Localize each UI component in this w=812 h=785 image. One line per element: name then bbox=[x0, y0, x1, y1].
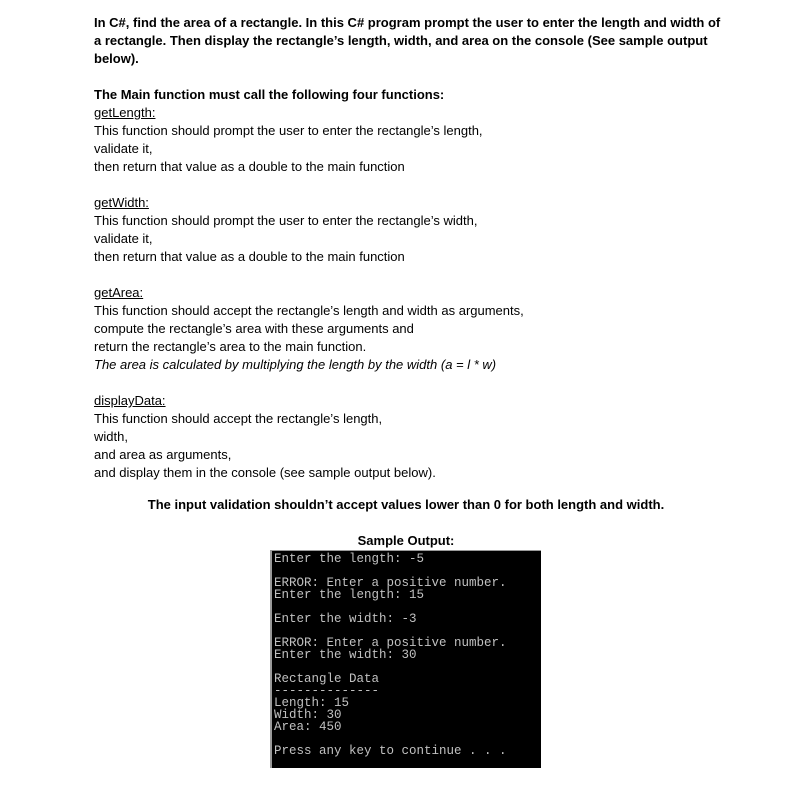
console-line: Enter the width: -3 bbox=[274, 612, 417, 626]
function-desc-line: width, bbox=[94, 429, 128, 444]
function-name: getWidth: bbox=[94, 195, 149, 210]
console-line: Enter the length: 15 bbox=[274, 588, 425, 602]
function-desc-line: This function should accept the rectangle’s length and width as arguments, bbox=[94, 303, 524, 318]
function-getlength bbox=[94, 104, 734, 176]
console-line: Area: 450 bbox=[274, 720, 342, 734]
console-line: Enter the width: 30 bbox=[274, 648, 417, 662]
console-line: Press any key to continue . . . bbox=[274, 744, 507, 758]
function-desc-line: and area as arguments, bbox=[94, 447, 232, 462]
assignment-document bbox=[94, 14, 734, 482]
sample-output-title: Sample Output: bbox=[357, 533, 455, 548]
area-formula-note: The area is calculated by multiplying the length by the width (a = l * w) bbox=[94, 357, 497, 372]
console-line: Length: 15 bbox=[274, 696, 350, 710]
validation-note: The input validation shouldn’t accept values lower than 0 for both length and width. bbox=[147, 497, 665, 512]
function-desc-line: and display them in the console (see sample output below). bbox=[94, 465, 436, 480]
function-displaydata bbox=[94, 392, 734, 482]
main-heading: The Main function must call the following four functions: bbox=[94, 87, 445, 102]
console-window bbox=[270, 550, 541, 768]
intro-paragraph: In C#, find the area of a rectangle. In this C# program prompt the user to enter the length and width of a rectangle. Then display the rectangle’s length, width, and area on the console (See sample output below). bbox=[94, 15, 721, 66]
function-desc-line: then return that value as a double to the main function bbox=[94, 159, 405, 174]
function-desc-line: compute the rectangle’s area with these arguments and bbox=[94, 321, 414, 336]
console-line: Enter the length: -5 bbox=[274, 552, 425, 566]
console-line: ERROR: Enter a positive number. bbox=[274, 636, 507, 650]
function-desc-line: validate it, bbox=[94, 141, 153, 156]
console-line: Width: 30 bbox=[274, 708, 342, 722]
function-name: getLength: bbox=[94, 105, 156, 120]
console-line: Rectangle Data bbox=[274, 672, 380, 686]
function-desc-line: This function should prompt the user to enter the rectangle’s length, bbox=[94, 123, 483, 138]
function-name: getArea: bbox=[94, 285, 144, 300]
function-desc-line: then return that value as a double to the main function bbox=[94, 249, 405, 264]
function-getwidth bbox=[94, 194, 734, 266]
function-desc-line: return the rectangle’s area to the main function. bbox=[94, 339, 367, 354]
console-line: -------------- bbox=[274, 684, 380, 698]
console-line: ERROR: Enter a positive number. bbox=[274, 576, 507, 590]
function-name: displayData: bbox=[94, 393, 166, 408]
function-desc-line: validate it, bbox=[94, 231, 153, 246]
function-desc-line: This function should prompt the user to enter the rectangle’s width, bbox=[94, 213, 478, 228]
function-desc-line: This function should accept the rectangle’s length, bbox=[94, 411, 383, 426]
function-getarea bbox=[94, 284, 734, 374]
